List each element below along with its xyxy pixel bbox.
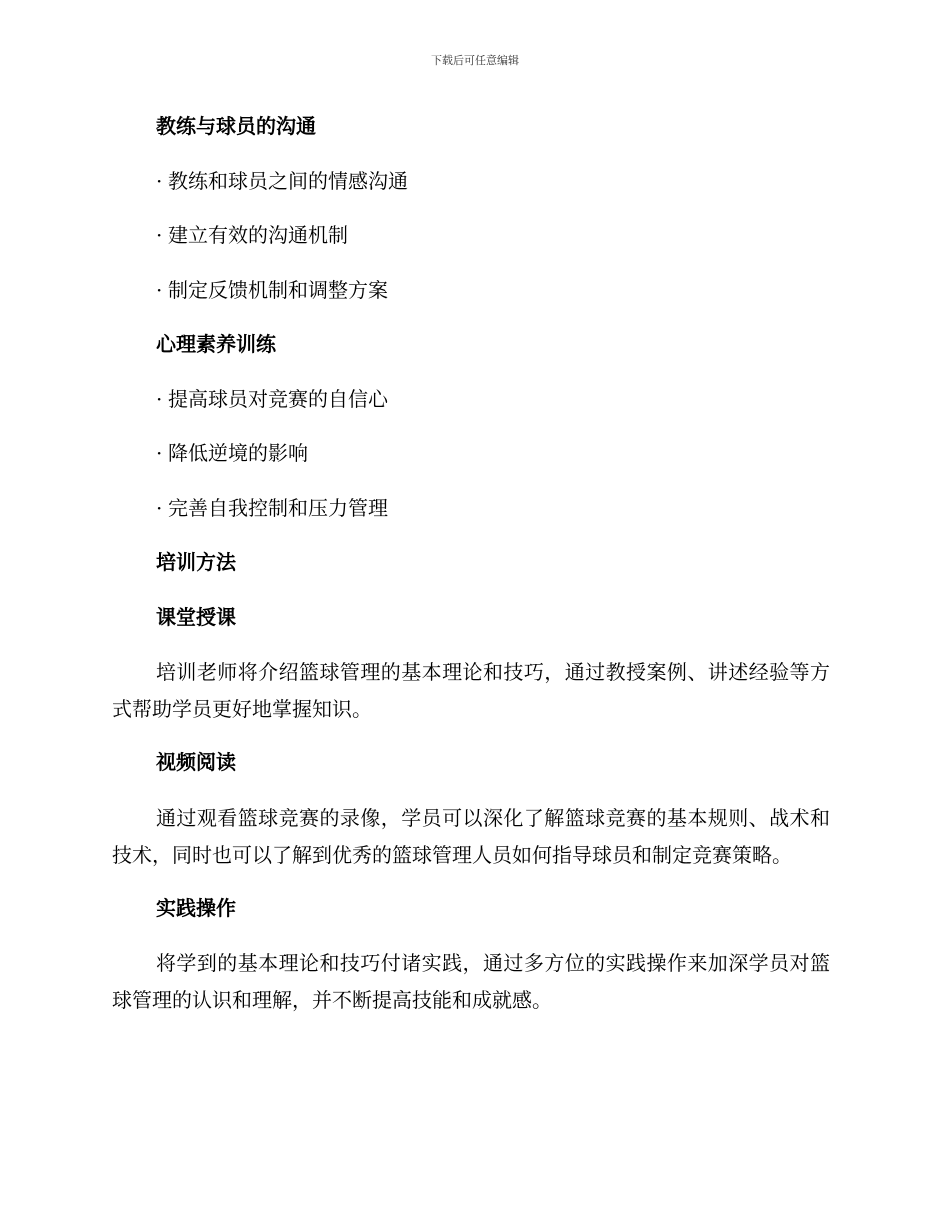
bullet-text: 完善自我控制和压力管理 <box>168 495 388 520</box>
bullet-dot: · <box>156 495 163 520</box>
bullet-item <box>112 164 830 198</box>
page-header: 下载后可任意编辑 <box>431 54 519 67</box>
paragraph-classroom: 培训老师将介绍篮球管理的基本理论和技巧，通过教授案例、讲述经验等方式帮助学员更好地掌握知识。 <box>112 660 830 721</box>
bullet-dot: · <box>156 277 163 302</box>
bullet-dot: · <box>156 386 163 411</box>
bullet-item <box>112 273 830 307</box>
bullet-text: 制定反馈机制和调整方案 <box>168 277 388 302</box>
bullet-dot: · <box>156 168 163 193</box>
bullet-text: 降低逆境的影响 <box>168 441 308 465</box>
section-heading-training-methods: 培训方法 <box>156 550 236 574</box>
section-heading-coach-communication: 教练与球员的沟通 <box>156 114 316 138</box>
bullet-item <box>112 436 830 470</box>
bullet-dot: · <box>156 223 163 247</box>
section-heading-psychological-training: 心理素养训练 <box>156 332 276 356</box>
section-heading-video: 视频阅读 <box>156 750 236 774</box>
bullet-dot: · <box>156 441 163 465</box>
paragraph-video: 通过观看篮球竞赛的录像，学员可以深化了解篮球竞赛的基本规则、战术和技术，同时也可以了解到优秀的篮球管理人员如何指导球员和制定竞赛策略。 <box>112 805 830 867</box>
bullet-text: 提高球员对竞赛的自信心 <box>168 386 388 411</box>
section-heading-classroom: 课堂授课 <box>156 604 236 629</box>
section-heading-practice: 实践操作 <box>156 895 236 920</box>
bullet-item <box>112 382 830 416</box>
bullet-item <box>112 491 830 525</box>
bullet-item <box>112 218 830 252</box>
paragraph-practice: 将学到的基本理论和技巧付诸实践，通过多方位的实践操作来加深学员对篮球管理的认识和理解，并不断提高技能和成就感。 <box>112 951 830 1012</box>
document-body <box>112 109 830 1036</box>
bullet-text: 建立有效的沟通机制 <box>168 223 348 247</box>
bullet-text: 教练和球员之间的情感沟通 <box>168 168 408 193</box>
